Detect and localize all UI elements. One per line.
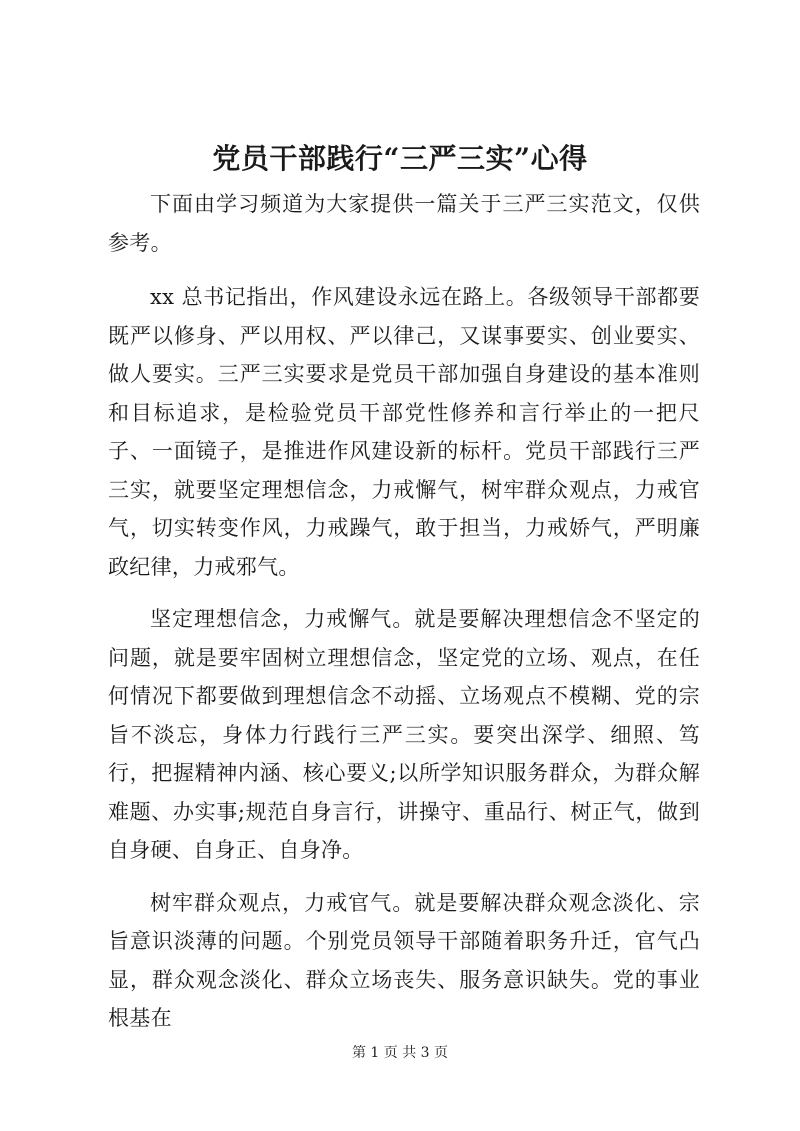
paragraph-mass-view: 树牢群众观点，力戒官气。就是要解决群众观念淡化、宗旨意识淡薄的问题。个别党员领导干部随着职务升迁，官气凸显，群众观念淡化、群众立场丧失、服务意识缺失。党的事业根基在 <box>108 890 700 1030</box>
paragraph-intro: 下面由学习频道为大家提供一篇关于三严三实范文，仅供参考。 <box>108 192 700 255</box>
paragraph-ideals: 坚定理想信念，力戒懈气。就是要解决理想信念不坚定的问题，就是要牢固树立理想信念，坚定党的立场、观点，在任何情况下都要做到理想信念不动摇、立场观点不模糊、党的宗旨不淡忘，身体力行践行三严三实。要突出深学、细照、笃行，把握精神内涵、核心要义;以所学知识服务群众，为群众解难题、办实事;规范自身言行，讲操守、重品行、树正气，做到自身硬、自身正、自身净。 <box>108 607 700 862</box>
document-body <box>108 185 700 1052</box>
paragraph-overview: xx 总书记指出，作风建设永远在路上。各级领导干部都要既严以修身、严以用权、严以律己，又谋事要实、创业要实、做人要实。三严三实要求是党员干部加强自身建设的基本准则和目标追求，是检验党员干部党性修养和言行举止的一把尺子、一面镜子，是推进作风建设新的标杆。党员干部践行三严三实，就要坚定理想信念，力戒懈气，树牢群众观点，力戒官气，切实转变作风，力戒躁气，敢于担当，力戒娇气，严明廉政纪律，力戒邪气。 <box>108 285 700 579</box>
page-footer: 第 1 页 共 3 页 <box>351 1045 449 1061</box>
document-title: 党员干部践行“三严三实”心得 <box>212 142 588 175</box>
